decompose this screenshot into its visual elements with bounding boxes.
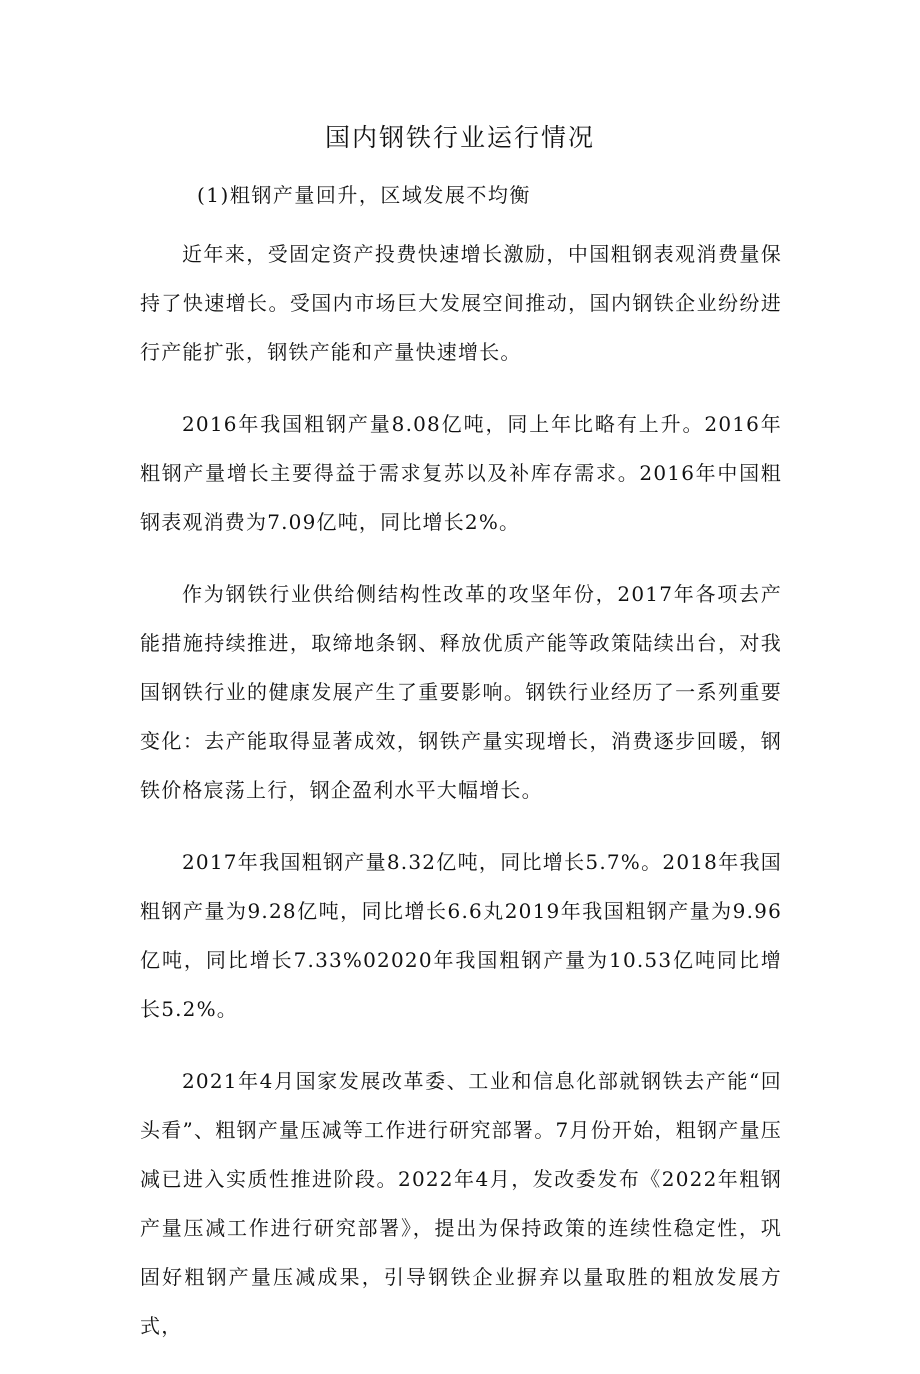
paragraph-3: 作为钢铁行业供给侧结构性改革的攻坚年份，2017年各项去产能措施持续推进，取缔地条钢、释放优质产能等政策陆续出台，对我国钢铁行业的健康发展产生了重要影响。钢铁行业经历了一系列重要变化：去产能取得显著成效，钢铁产量实现增长，消费逐步回暖，钢铁价格宸荡上行，钢企盈利水平大幅增长。 [140, 582, 782, 802]
document-title: 国内钢铁行业运行情况 [324, 123, 595, 152]
section-heading: (1)粗钢产量回升，区域发展不均衡 [197, 183, 531, 207]
paragraph-1: 近年来，受固定资产投费快速增长激励，中国粗钢表观消费量保持了快速增长。受国内市场巨大发展空间推动，国内钢铁企业纷纷进行产能扩张，钢铁产能和产量快速增长。 [140, 242, 782, 364]
document-body [140, 230, 782, 1374]
paragraph-4: 2017年我国粗钢产量8.32亿吨，同比增长5.7%。2018年我国粗钢产量为9.28亿吨，同比增长6.6丸2019年我国粗钢产量为9.96亿吨，同比增长7.33%02020年我国粗钢产量为10.53亿吨同比增长5.2%。 [140, 850, 782, 1021]
paragraph-5: 2021年4月国家发展改革委、工业和信息化部就钢铁去产能“回头看”、粗钢产量压减等工作进行研究部署。7月份开始，粗钢产量压减已进入实质性推进阶段。2022年4月，发改委发布《2022年粗钢产量压减工作进行研究部署》，提出为保持政策的连续性稳定性，巩固好粗钢产量压减成果，引导钢铁企业摒弃以量取胜的粗放发展方式， [140, 1069, 782, 1338]
paragraph-2: 2016年我国粗钢产量8.08亿吨，同上年比略有上升。2016年粗钢产量增长主要得益于需求复苏以及补库存需求。2016年中国粗钢表观消费为7.09亿吨，同比增长2%。 [140, 412, 782, 534]
